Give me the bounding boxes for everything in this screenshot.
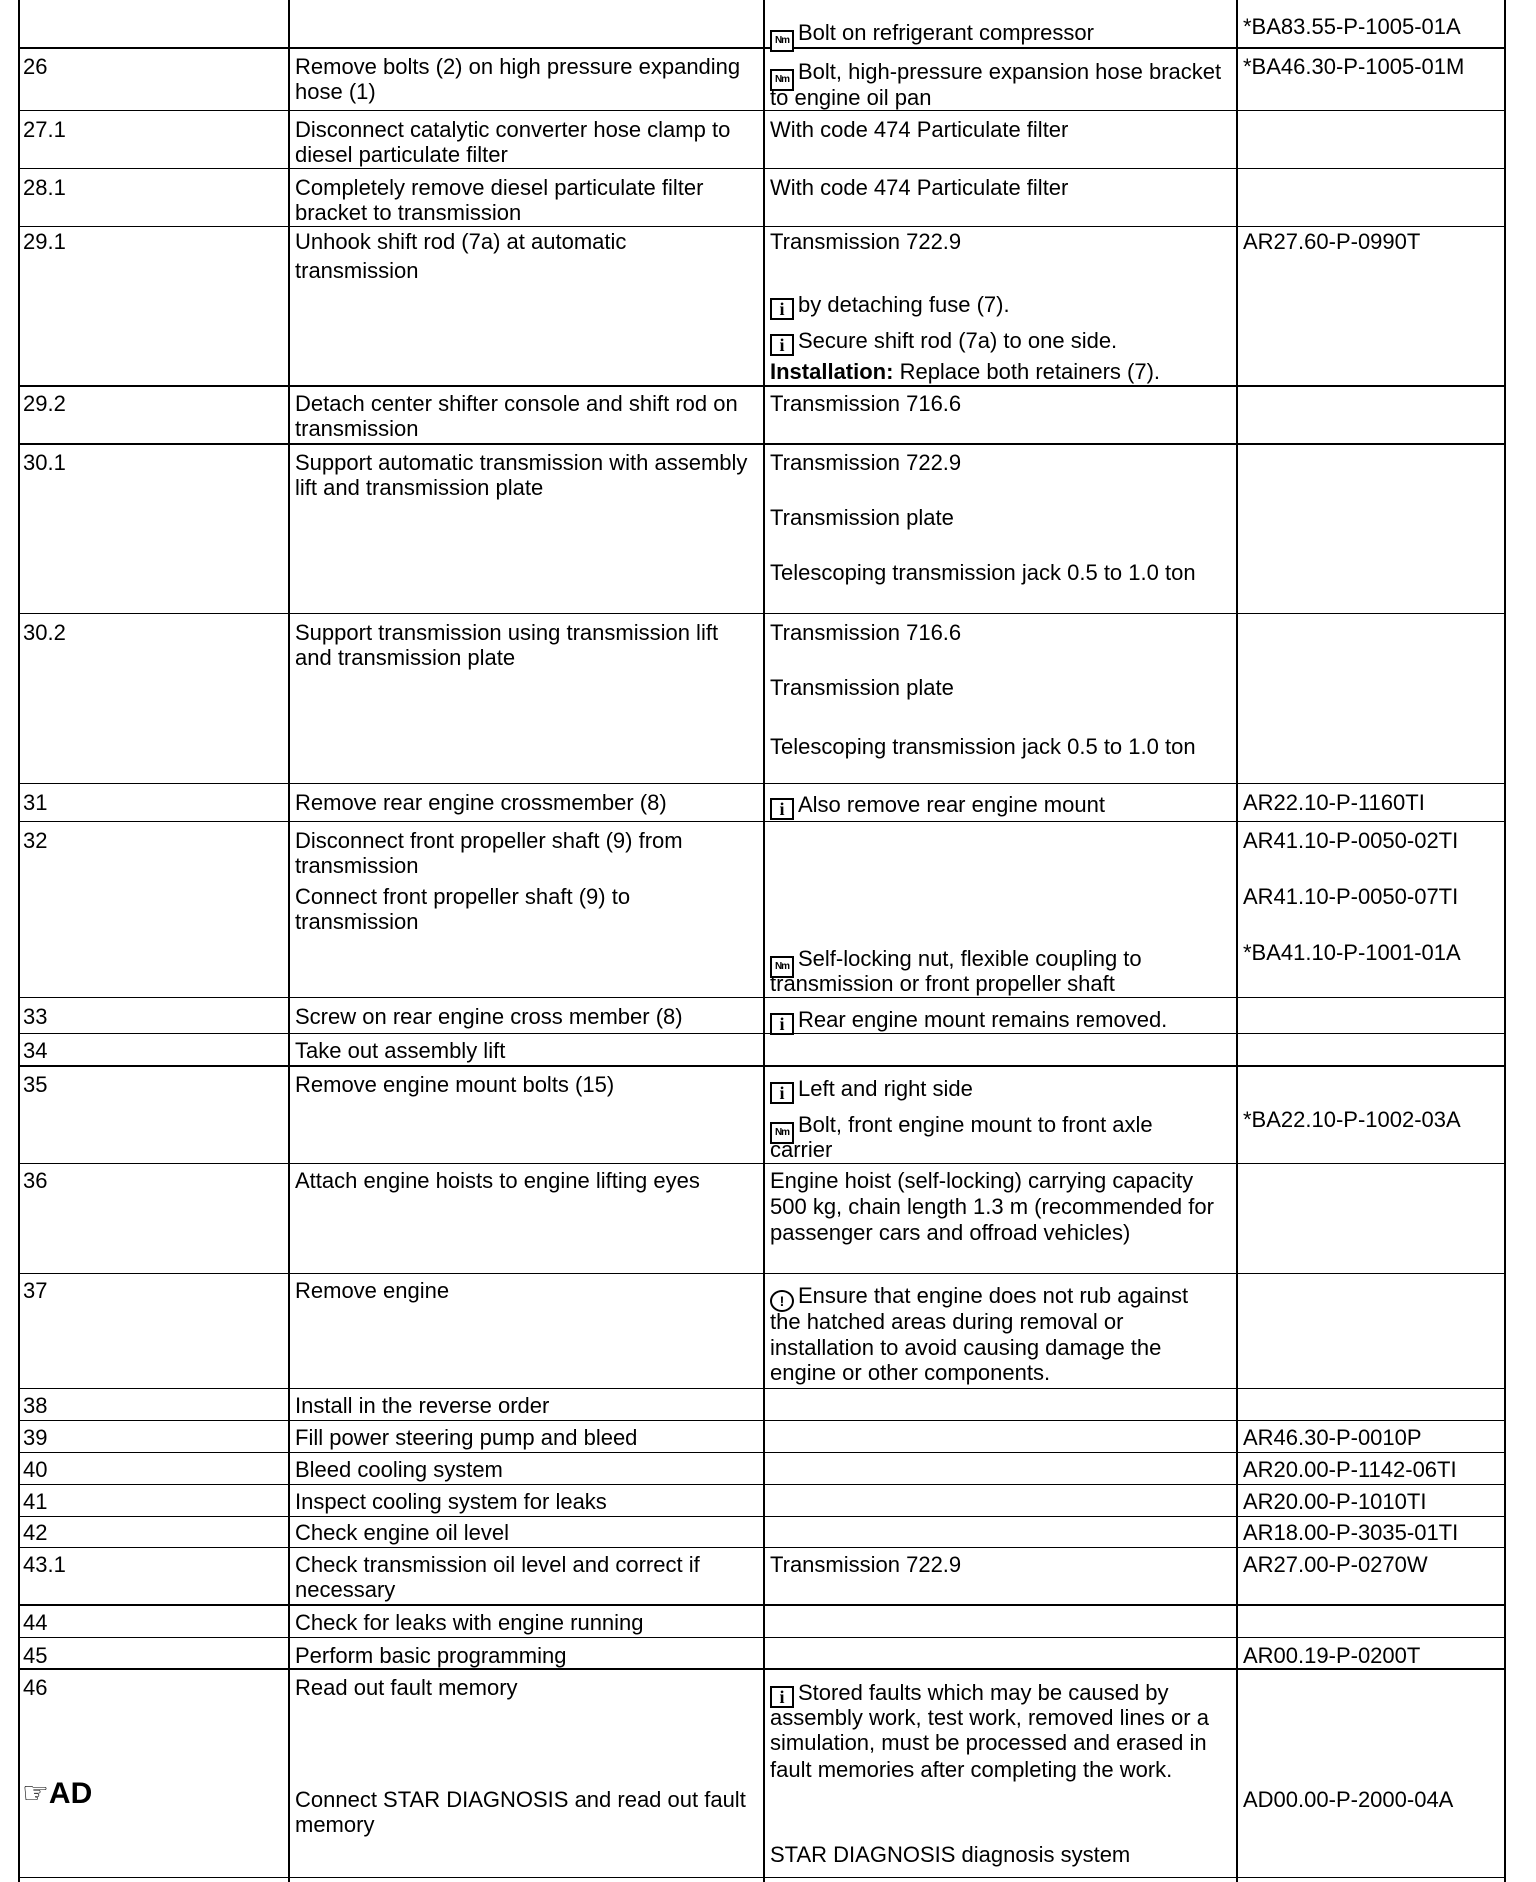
row-line [18,1452,1506,1453]
operation-text: Screw on rear engine cross member (8) [295,1004,683,1029]
operation-text: Check transmission oil level and correct if [295,1552,700,1577]
row-line [18,168,1506,169]
operation-text: Disconnect catalytic converter hose clamp to [295,117,731,142]
step-number: 30.1 [23,450,66,475]
torque-icon: Nm [770,69,794,91]
condition-text: Installation: Replace both retainers (7). [770,359,1161,384]
reference-code[interactable]: AR18.00-P-3035-01TI [1243,1520,1459,1545]
step-number: 45 [23,1643,48,1668]
operation-text: Remove bolts (2) on high pressure expanding [295,54,741,79]
step-number: 29.2 [23,391,66,416]
operation-text: Bleed cooling system [295,1457,503,1482]
reference-code[interactable]: AR20.00-P-1142-06TI [1243,1457,1457,1482]
step-number: 27.1 [23,117,66,142]
row-line [18,110,1506,111]
condition-text: i Secure shift rod (7a) to one side. [770,328,1117,356]
condition-text: carrier [770,1137,833,1162]
condition-text: Transmission plate [770,505,954,530]
reference-code[interactable]: *BA83.55-P-1005-01A [1243,14,1461,39]
row-line [18,783,1506,784]
condition-text: Nm Bolt, high-pressure expansion hose bracket [770,59,1221,91]
row-line [18,1163,1506,1164]
operation-text: Support transmission using transmission lift [295,620,719,645]
step-number: 46 [23,1675,48,1700]
condition-text: Transmission 722.9 [770,450,962,475]
condition-text: i Also remove rear engine mount [770,792,1105,820]
step-number: 38 [23,1393,48,1418]
row-line [18,613,1506,614]
condition-text: Transmission 722.9 [770,229,962,254]
row-line [18,1604,1506,1606]
condition-text: engine or other components. [770,1360,1051,1385]
row-line [18,443,1506,445]
row-line [18,47,1506,49]
condition-text: ! Ensure that engine does not rub against [770,1283,1188,1312]
condition-text: simulation, must be processed and erased in [770,1730,1207,1755]
operation-text: transmission [295,416,419,441]
operation-text: transmission [295,909,419,934]
condition-text: Nm Bolt, front engine mount to front axle [770,1112,1153,1144]
row-line [18,226,1506,227]
step-number: 43.1 [23,1552,66,1577]
col-line-1 [288,0,290,1882]
condition-text: With code 474 Particulate filter [770,175,1069,200]
operation-text: Fill power steering pump and bleed [295,1425,638,1450]
step-number: 39 [23,1425,48,1450]
condition-text: Transmission 716.6 [770,620,962,645]
step-number: 33 [23,1004,48,1029]
row-line [18,1033,1506,1034]
operation-text: necessary [295,1577,396,1602]
operation-text: Remove engine [295,1278,450,1303]
operation-text: Perform basic programming [295,1643,567,1668]
condition-text: Nm Bolt on refrigerant compressor [770,20,1094,52]
warning-icon: ! [770,1290,794,1312]
operation-text: Remove engine mount bolts (15) [295,1072,615,1097]
operation-text: Connect front propeller shaft (9) to [295,884,631,909]
operation-text: Detach center shifter console and shift rod on [295,391,738,416]
operation-text: Take out assembly lift [295,1038,506,1063]
operation-text: transmission [295,853,419,878]
condition-text: transmission or front propeller shaft [770,971,1115,996]
operation-text: hose (1) [295,79,376,104]
torque-icon: Nm [770,30,794,52]
operation-text: Inspect cooling system for leaks [295,1489,607,1514]
operation-text: memory [295,1812,375,1837]
condition-text: Transmission 716.6 [770,391,962,416]
condition-text: to engine oil pan [770,85,932,110]
step-number: 30.2 [23,620,66,645]
step-number: 34 [23,1038,48,1063]
condition-text: installation to avoid causing damage the [770,1335,1162,1360]
condition-text: STAR DIAGNOSIS diagnosis system [770,1842,1131,1867]
condition-text: fault memories after completing the work. [770,1757,1173,1782]
condition-text: Telescoping transmission jack 0.5 to 1.0 ton [770,734,1196,759]
row-line [18,1420,1506,1421]
operation-text: Install in the reverse order [295,1393,550,1418]
row-line [18,1484,1506,1485]
condition-text: i Stored faults which may be caused by [770,1680,1169,1708]
condition-text: i Left and right side [770,1076,973,1104]
step-number: 40 [23,1457,48,1482]
operation-text: Support automatic transmission with assembly [295,450,748,475]
operation-text: Remove rear engine crossmember (8) [295,790,667,815]
col-line-right [1504,0,1506,1882]
pointing-hand-icon: ☞ [22,1776,49,1811]
step-number: 31 [23,790,48,815]
row-line [18,385,1506,387]
operation-text: Check engine oil level [295,1520,510,1545]
operation-text: diesel particulate filter [295,142,508,167]
step-number: 29.1 [23,229,66,254]
info-icon: i [770,298,794,320]
step-number: 44 [23,1610,48,1635]
operation-text: Completely remove diesel particulate filter [295,175,704,200]
row-line [18,1637,1506,1638]
reference-code[interactable]: AR27.00-P-0270W [1243,1552,1428,1577]
ad-marker [22,1776,92,1811]
col-line-left [18,0,20,1882]
condition-text: Transmission 722.9 [770,1552,962,1577]
row-line [18,1547,1506,1548]
row-line [18,1516,1506,1517]
condition-text: Telescoping transmission jack 0.5 to 1.0 ton [770,560,1196,585]
condition-text: passenger cars and offroad vehicles) [770,1220,1131,1245]
torque-icon: Nm [770,1122,794,1144]
col-line-3 [1236,0,1238,1882]
condition-text: Engine hoist (self-locking) carrying capacity [770,1168,1194,1193]
reference-code[interactable]: AR41.10-P-0050-02TI [1243,828,1459,853]
row-line [18,1388,1506,1389]
info-icon: i [770,1686,794,1708]
step-number: 42 [23,1520,48,1545]
info-icon: i [770,798,794,820]
ad-label: AD [48,1777,93,1810]
reference-code[interactable]: AD00.00-P-2000-04A [1243,1787,1454,1812]
operation-text: Check for leaks with engine running [295,1610,644,1635]
operation-text: transmission [295,258,419,283]
row-line [18,1877,1506,1878]
row-line [18,821,1506,822]
condition-text: the hatched areas during removal or [770,1309,1124,1334]
step-number: 35 [23,1072,48,1097]
condition-text: With code 474 Particulate filter [770,117,1069,142]
info-icon: i [770,1013,794,1035]
info-icon: i [770,1082,794,1104]
condition-text: i Rear engine mount remains removed. [770,1007,1167,1035]
reference-code[interactable]: *BA46.30-P-1005-01M [1243,54,1465,79]
step-number: 32 [23,828,48,853]
info-icon: i [770,334,794,356]
step-number: 28.1 [23,175,66,200]
step-number: 26 [23,54,48,79]
reference-code[interactable]: AR41.10-P-0050-07TI [1243,884,1459,909]
reference-code[interactable]: *BA41.10-P-1001-01A [1243,940,1461,965]
reference-code[interactable]: AR20.00-P-1010TI [1243,1489,1427,1514]
operation-text: Read out fault memory [295,1675,518,1700]
operation-text: Attach engine hoists to engine lifting eyes [295,1168,700,1193]
operation-text: Unhook shift rod (7a) at automatic [295,229,627,254]
operation-text: bracket to transmission [295,200,522,225]
reference-code[interactable]: AR00.19-P-0200T [1243,1643,1421,1668]
condition-text: assembly work, test work, removed lines or a [770,1705,1209,1730]
reference-code[interactable]: AR22.10-P-1160TI [1243,790,1425,815]
operation-text: and transmission plate [295,645,516,670]
condition-text: 500 kg, chain length 1.3 m (recommended for [770,1194,1214,1219]
condition-text: Transmission plate [770,675,954,700]
step-number: 41 [23,1489,48,1514]
row-line [18,1065,1506,1067]
reference-code[interactable]: AR27.60-P-0990T [1243,229,1421,254]
operation-text: Connect STAR DIAGNOSIS and read out fault [295,1787,746,1812]
step-number: 37 [23,1278,48,1303]
reference-code[interactable]: *BA22.10-P-1002-03A [1243,1107,1461,1132]
operation-text: lift and transmission plate [295,475,544,500]
row-line [18,1273,1506,1274]
reference-code[interactable]: AR46.30-P-0010P [1243,1425,1422,1450]
torque-icon: Nm [770,956,794,978]
row-line [18,997,1506,998]
operation-text: Disconnect front propeller shaft (9) from [295,828,683,853]
condition-text: i by detaching fuse (7). [770,292,1010,320]
condition-text: Nm Self-locking nut, flexible coupling to [770,946,1142,978]
col-line-2 [763,0,765,1882]
step-number: 36 [23,1168,48,1193]
